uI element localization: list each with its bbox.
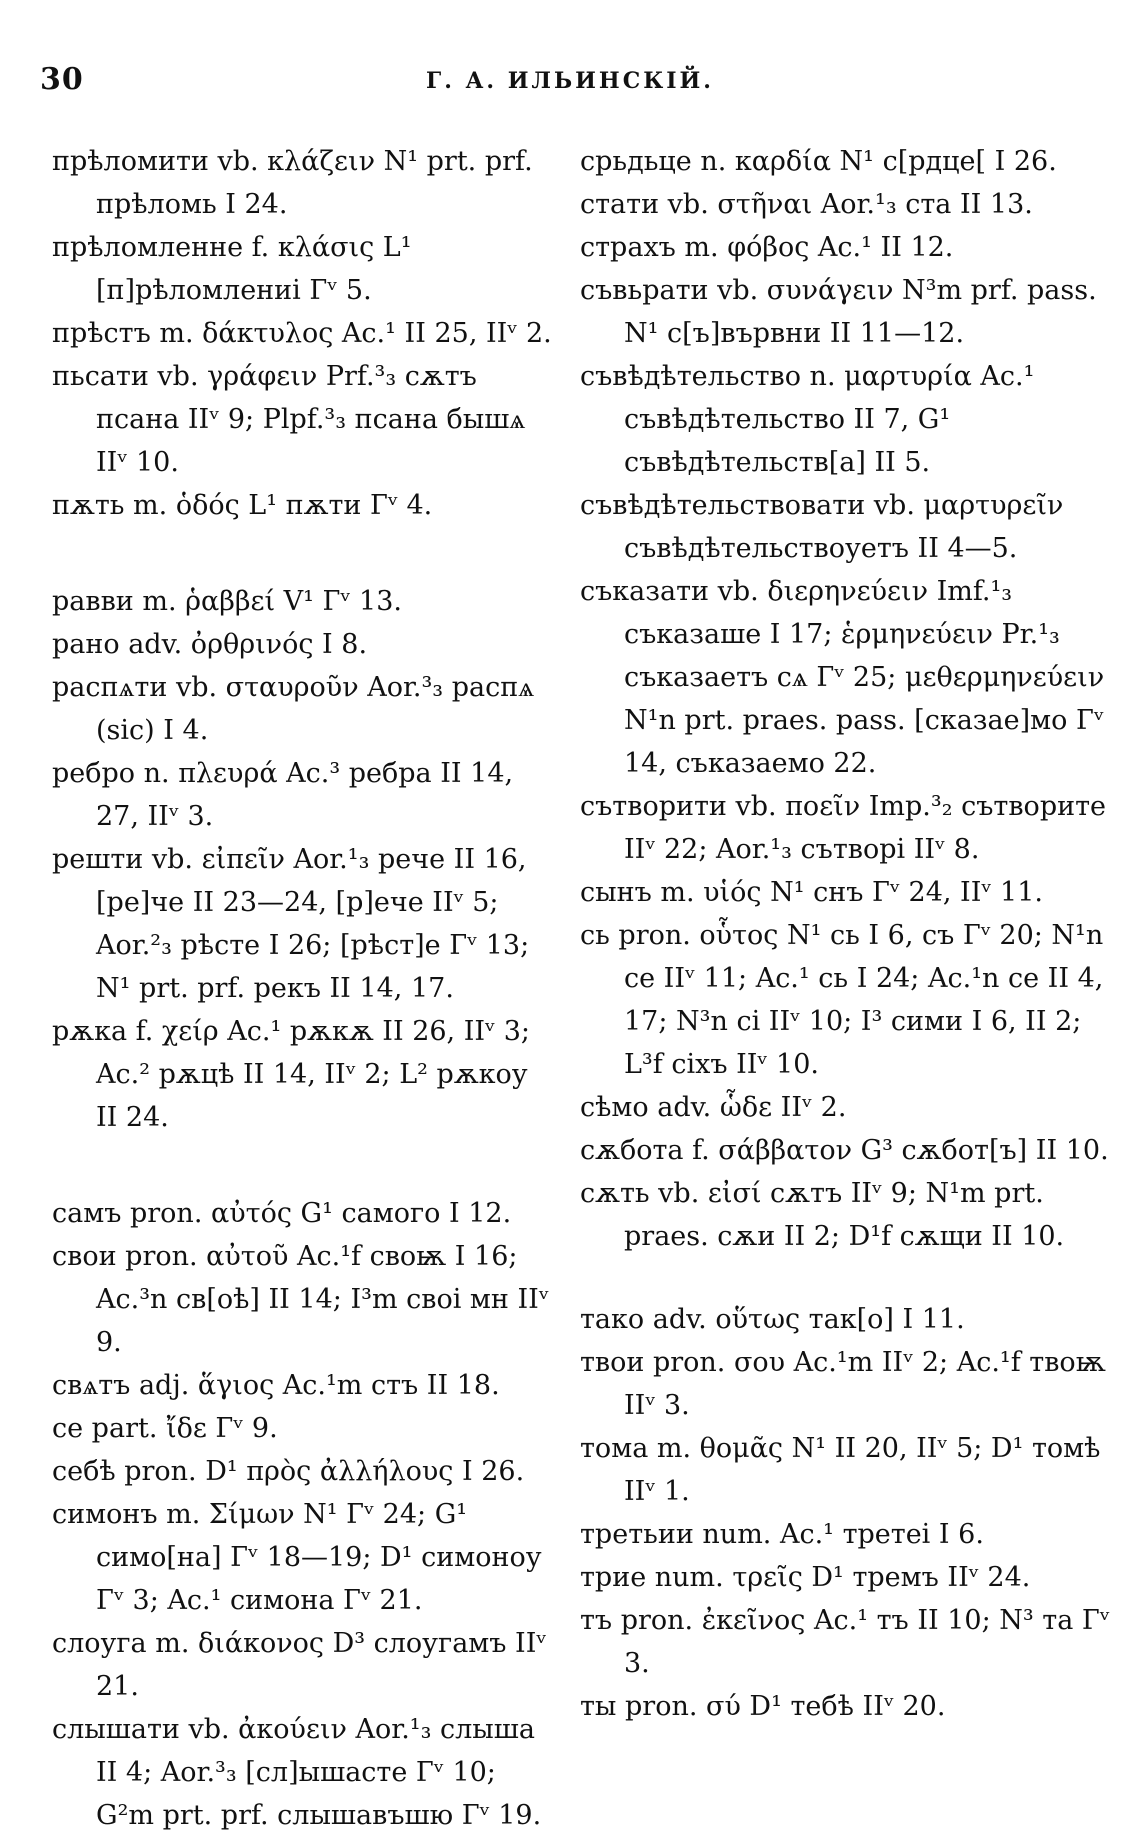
dictionary-entry: слоуга m. διάκονος D³ слоугамъ IIᵛ 21. [52,1628,547,1702]
dictionary-entry: тако adv. οὕτως так[о] I 11. [580,1304,965,1335]
dictionary-entry: сь pron. οὗτος N¹ сь I 6, съ Гᵛ 20; N¹n се IIᵛ 11; Ac.¹ сь I 24; Ac.¹n се II 4, 17; N³n сі IIᵛ 10; I³ сими I 6, II 2; L³f сіхъ IIᵛ 10. [580,920,1104,1080]
dictionary-entry: сѫть vb. εἰσί сѫтъ IIᵛ 9; N¹m prt. praes. сѫи II 2; D¹f сѫщи II 10. [580,1178,1065,1252]
dictionary-entry: симонъ m. Σίμων N¹ Гᵛ 24; G¹ симо[на] Гᵛ 18—19; D¹ симоноу Гᵛ 3; Ac.¹ симона Гᵛ 21. [52,1499,542,1616]
dictionary-entry: сынъ m. υἱός N¹ снъ Гᵛ 24, IIᵛ 11. [580,877,1043,908]
dictionary-entry: твои pron. σου Ac.¹m IIᵛ 2; Ac.¹f твоѭ IIᵛ 3. [580,1347,1106,1421]
dictionary-entry: съвѣдѣтельство n. μαρτυρία Ac.¹ съвѣдѣтельство II 7, G¹ съвѣдѣтельств[а] II 5. [580,361,1035,478]
page-header [0,62,1140,112]
running-head: Г. А. ИЛЬИНСКІЙ. [426,68,714,94]
section-gap [52,1139,552,1192]
dictionary-entry: рано adv. ὀρθρινός I 8. [52,629,368,660]
dictionary-entry: равви m. ῥαββεί V¹ Гᵛ 13. [52,586,402,617]
section-gap [580,1258,1125,1298]
dictionary-entry: третьии num. Ac.¹ третеі I 6. [580,1519,984,1550]
dictionary-entry: се part. ἴδε Гᵛ 9. [52,1413,278,1444]
right-column [580,140,1125,1728]
dictionary-entry: прѣломити vb. κλάζειν N¹ prt. prf. прѣломь I 24. [52,146,533,220]
dictionary-entry: срьдьце n. καρδία N¹ с[рдце[ I 26. [580,146,1057,177]
dictionary-entry: самъ pron. αὐτός G¹ самого I 12. [52,1198,512,1229]
dictionary-entry: пьсати vb. γράφειν Prf.³₃ сѫтъ псана IIᵛ 9; Plpf.³₃ псана бышѧ IIᵛ 10. [52,361,526,478]
dictionary-entry: тъ pron. ἐκεῖνος Ac.¹ тъ II 10; N³ та Гᵛ 3. [580,1605,1110,1679]
dictionary-entry: стати vb. στῆναι Aor.¹₃ ста II 13. [580,189,1033,220]
page-number: 30 [40,62,84,97]
dictionary-entry: сѫбота f. σάββατον G³ сѫбот[ъ] II 10. [580,1135,1109,1166]
dictionary-entry: съвьрати vb. συνάγειν N³m prf. pass. N¹ с[ъ]вървни II 11—12. [580,275,1097,349]
dictionary-entry: страхъ m. φόβος Ac.¹ II 12. [580,232,954,263]
dictionary-entry: ты pron. σύ D¹ тебѣ IIᵛ 20. [580,1691,946,1722]
section-gap [52,527,552,580]
dictionary-entry: сътворити vb. ποεῖν Imp.³₂ сътворите IIᵛ 22; Aor.¹₃ сътворі IIᵛ 8. [580,791,1107,865]
dictionary-entry: трие num. τρεῖς D¹ тремъ IIᵛ 24. [580,1562,1031,1593]
dictionary-entry: тома m. θομᾶς N¹ II 20, IIᵛ 5; D¹ томѣ IIᵛ 1. [580,1433,1101,1507]
dictionary-entry: решти vb. εἰπεῖν Aor.¹₃ рече II 16, [ре]че II 23—24, [р]ече IIᵛ 5; Aor.²₃ рѣсте I 26; [рѣст]е Гᵛ 13; N¹ prt. prf. рекъ II 14, 17. [52,844,530,1004]
dictionary-entry: свѧтъ adj. ἅγιος Ac.¹m стъ II 18. [52,1370,500,1401]
dictionary-entry: пѫть m. ὁδός L¹ пѫти Гᵛ 4. [52,490,433,521]
left-column [52,140,552,1837]
dictionary-entry: себѣ pron. D¹ πρὸς ἀλλήλους I 26. [52,1456,525,1487]
dictionary-entry: ребро n. πλευρά Ac.³ ребра II 14, 27, IIᵛ 3. [52,758,514,832]
dictionary-entry: прѣстъ m. δάκτυλος Ac.¹ II 25, IIᵛ 2. [52,318,552,349]
dictionary-entry: сѣмо adv. ὧδε IIᵛ 2. [580,1092,847,1123]
dictionary-entry: свои pron. αὐτοῦ Ac.¹f своѭ I 16; Ac.³n св[оѣ] II 14; I³m своі мн IIᵛ 9. [52,1241,549,1358]
dictionary-entry: съказати vb. διερηνεύειν Imf.¹₃ съказаше I 17; ἑρμηνεύειν Pr.¹₃ съказаетъ сѧ Гᵛ 25; μεθερμηνεύειν N¹n prt. praes. pass. [сказае]мо Гᵛ 14, съказаемо 22. [580,576,1105,779]
dictionary-entry: съвѣдѣтельствовати vb. μαρτυρεῖν съвѣдѣтельствоуетъ II 4—5. [580,490,1064,564]
dictionary-entry: слышати vb. ἀκούειν Aor.¹₃ слыша II 4; Aor.³₃ [сл]ышасте Гᵛ 10; G²m prt. prf. слышавъшю Гᵛ 19. [52,1714,542,1831]
dictionary-entry: распѧти vb. σταυροῦν Aor.³₃ распѧ (sic) I 4. [52,672,535,746]
dictionary-entry: рѫка f. χείρ Ac.¹ рѫкѫ II 26, IIᵛ 3; Ac.² рѫцѣ II 14, IIᵛ 2; L² рѫкоу II 24. [52,1016,530,1133]
dictionary-entry: прѣломленне f. κλάσις L¹ [п]рѣломлениі Гᵛ 5. [52,232,412,306]
